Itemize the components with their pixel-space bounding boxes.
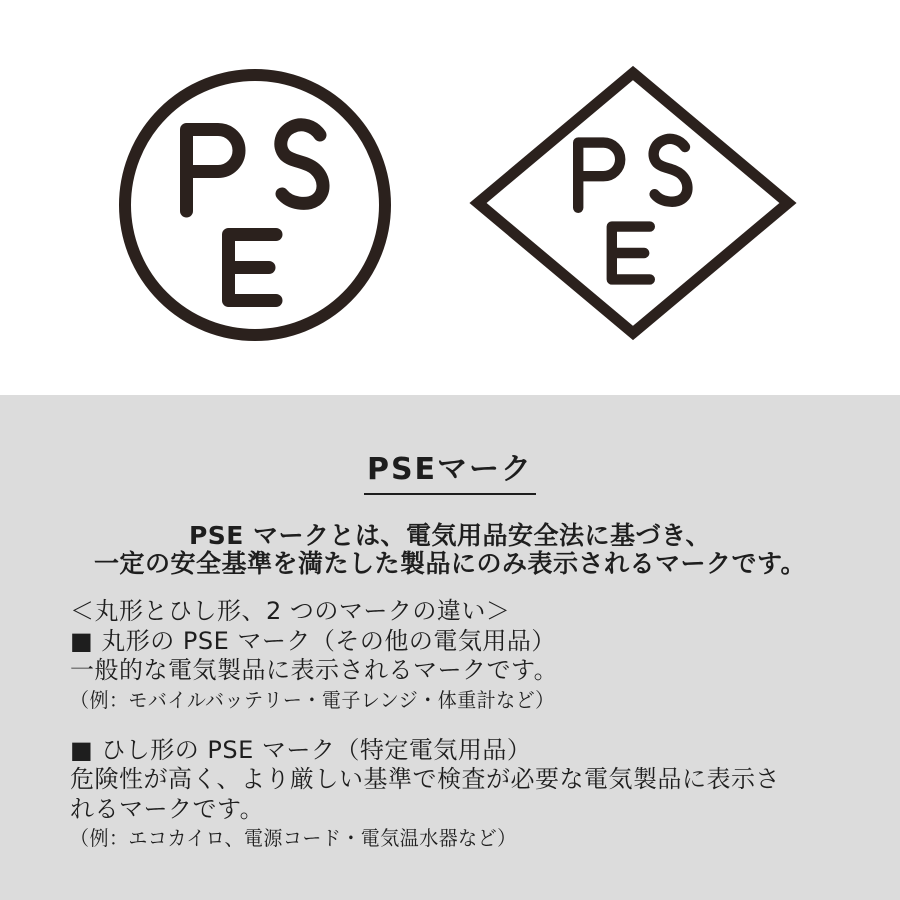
diamond-outline [478,73,788,333]
intro-line: 一定の安全基準を満たした製品にのみ表示されるマークです。 [93,549,806,578]
body-block [70,597,860,853]
section-body-line: れるマークです。 [70,794,265,823]
section-example: （例：エコカイロ、電源コード・電気温水器など） [70,826,517,850]
pse-letters-icon [187,125,324,301]
section-diamond-mark [70,736,860,854]
explanation-panel [0,395,900,900]
intro-line: PSE マークとは、電気用品安全法に基づき、 [188,521,712,550]
pse-diamond-mark [468,63,798,343]
page-title: PSEマーク [364,444,536,495]
section-heading: ■ 丸形の PSE マーク（その他の電気用品） [70,626,556,655]
section-circle-mark [70,627,860,715]
pse-circle-mark [115,65,395,345]
section-body-line: 危険性が高く、より厳しい基準で検査が必要な電気製品に表示さ [70,765,781,793]
comparison-heading: ＜丸形とひし形、2 つのマークの違い＞ [70,597,511,625]
intro-paragraph [0,522,900,578]
section-example: （例：モバイルバッテリー・電子レンジ・体重計など） [70,687,555,712]
section-heading: ■ ひし形の PSE マーク（特定電気用品） [70,735,532,764]
pse-letters-icon [578,139,687,280]
section-body-line: 一般的な電気製品に表示されるマークです。 [70,656,559,684]
title-row [0,444,900,495]
